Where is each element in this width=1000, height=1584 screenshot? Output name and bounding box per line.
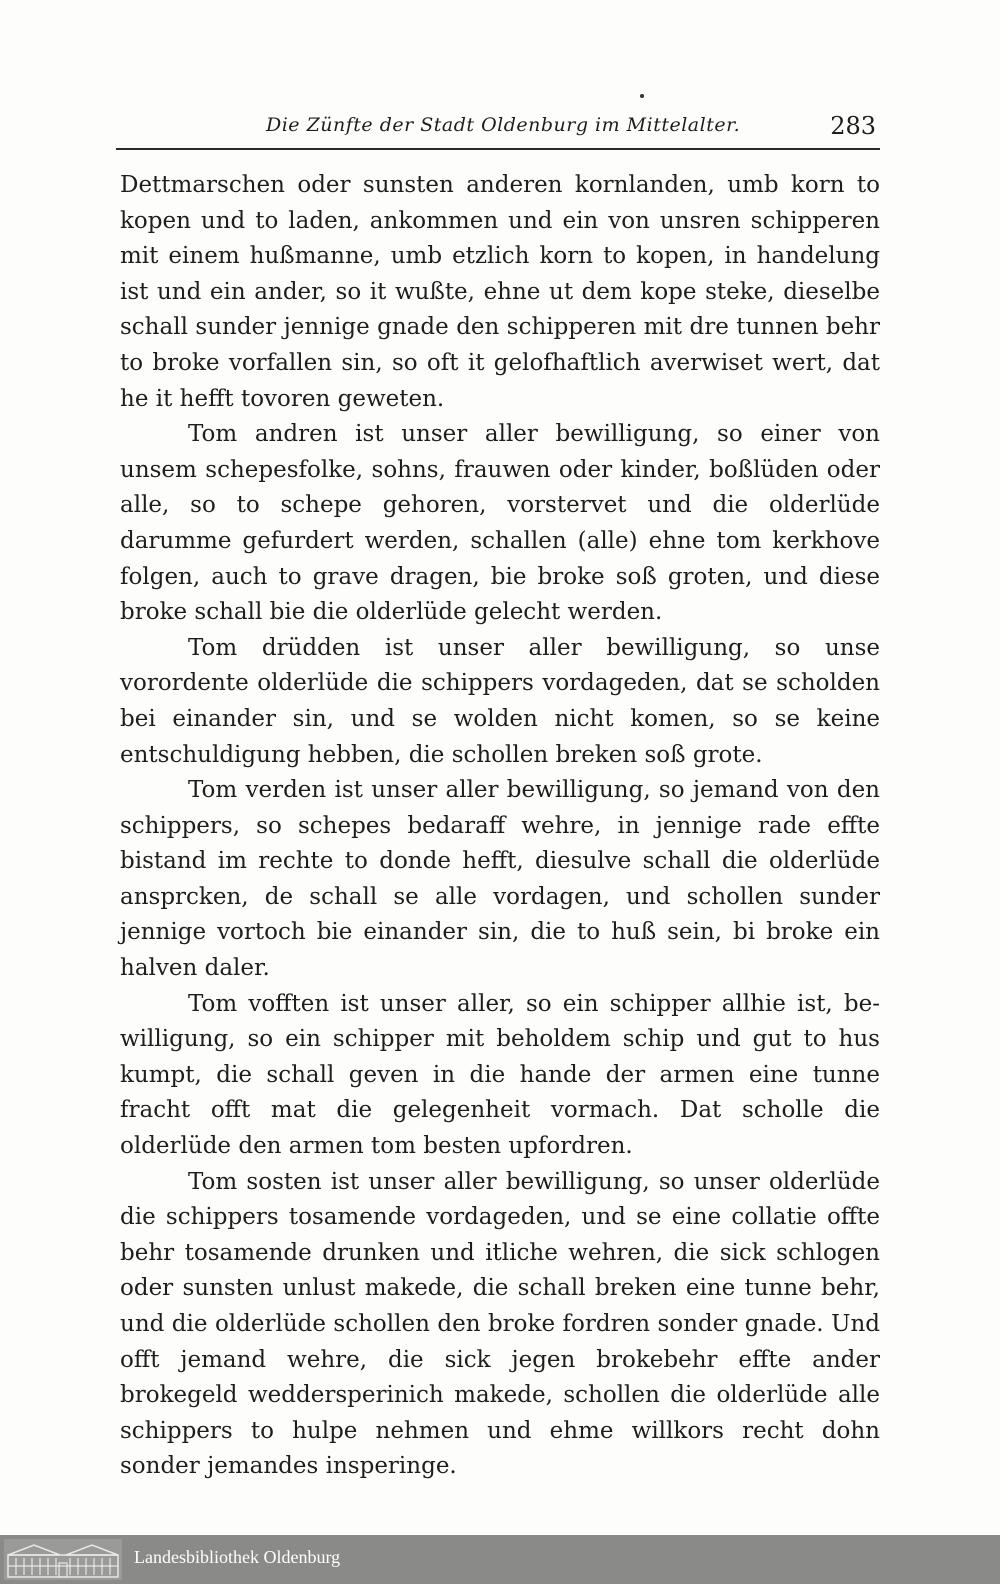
running-head-title: Die Zünfte der Stadt Oldenburg im Mittelalter. [266,114,741,136]
library-footer-bar [0,1535,1000,1584]
printing-speck [640,94,644,98]
running-head [116,112,880,150]
paragraph-continued: Dettmarschen oder sunsten anderen kornlanden, umb korn to kopen und to laden, ankommen und ein von unsren schipperen mit einem hußmanne, umb etzlich korn to kopen, in handelung ist und ein ander, so it wußte, ehne ut dem kope steke, dieselbe schall sunder jennige gnade den schipperen mit dre tunnen behr to broke vorfallen sin, so oft it gelofhaftlich averwiset wert, dat he it hefft tovoren geweten. [120,172,880,412]
paragraph-tom-vofften: Tom vofften ist unser aller, so ein schipper allhie ist, bewilligung, so ein schipper mit beholdem schip und gut to hus kumpt, die schall geven in die hande der armen eine tunne fracht offt mat die gelegenheit vormach. Dat scholle die olderlüde den armen tom besten upfordren. [120,990,880,1160]
paragraph-tom-andren: Tom andren ist unser aller bewilligung, so einer von unsem schepesfolke, sohns, frauwen oder kinder, boßlüden oder alle, so to schepe gehoren, vorstervet und die olderlüde darumme gefurdert werden, schallen (alle) ehne tom kerkhove folgen, auch to grave dragen, bie broke soß groten, und diese broke schall bie die olderlüde gelecht werden. [120,421,880,626]
page-number: 283 [830,112,876,140]
paragraph-tom-verden: Tom verden ist unser aller bewilligung, so jemand von den schippers, so schepes bedaraff wehre, in jennige rade effte bistand im rechte to donde hefft, diesulve schall die olderlüde ansprcken, de schall se alle vordagen, und schollen sunder jennige vortoch bie einander sin, die to huß sein, bi broke ein halven daler. [120,777,880,982]
body-text [120,168,880,1485]
library-building-icon [4,1539,122,1580]
paragraph-tom-sosten: Tom sosten ist unser aller bewilligung, so unser olderlüde die schippers tosamende vordageden, und se eine collatie offte behr tosamende drunken und itliche wehren, die sick schlogen oder sunsten unlust makede, die schall breken eine tunne behr, und die olderlüde schollen den broke fordren sonder gnade. Und offt jemand wehre, die sick jegen brokebehr effte ander brokegeld weddersperinich makede, schollen die olderlüde alle schippers to hulpe nehmen und ehme willkors recht dohn sonder jemandes insperinge. [120,1168,880,1480]
paragraph-tom-druedden: Tom drüdden ist unser aller bewilligung, so unse vorordente olderlüde die schippers vordageden, dat se scholden bei einander sin, und se wolden nicht komen, so se keine entschuldigung hebben, die schollen breken soß grote. [120,634,880,768]
library-name[interactable]: Landesbibliothek Oldenburg [134,1547,341,1567]
